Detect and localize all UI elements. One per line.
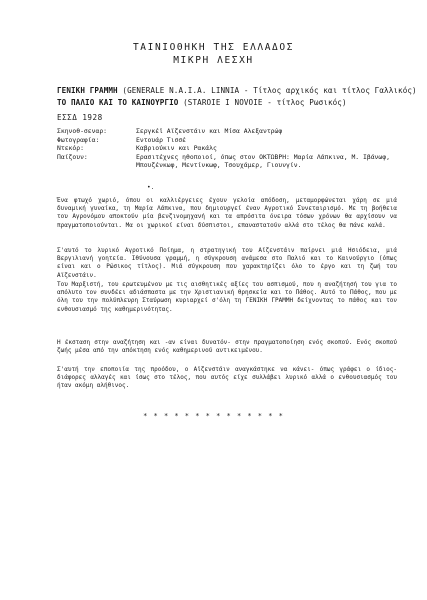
film-title-alt: (GENERALE N.A.I.A. LINNIA - Τίτλος αρχικός και τίτλος Γαλλικός) xyxy=(117,86,417,95)
film-subtitle-bold: ΤΟ ΠΑΛΙΟ ΚΑΙ ΤΟ ΚΑΙΝΟΥΡΓΙΟ xyxy=(57,98,179,107)
paragraph: Σ'αυτή την εποποιία της προόδου, ο Αϊζενστάιν αναγκάστηκε να κάνει- όπως γράφει ο ίδιος- διάφορες αλλαγές και ίσως στο τέλος, που αυτός είχε συλλάβει λυρικό αλλά ο ενθουσιασμός του ήταν ακόμη αλήθινος. xyxy=(57,366,397,390)
credit-label: Παίζουν: xyxy=(57,152,88,161)
credit-value: Εντουάρ Τισσέ xyxy=(136,135,187,144)
paragraph: Του Μαρξιστή, του ερωτευμένου με τις αισθητικές αξίες του ασπισμού, που η αναζήτησή του για το απόλυτο τον συνδέει αδιάσπαστα με την Χριστιανική θρησκεία και το Πάθος. Αυτό το Πάθος, που με όλη του την πολύπλευρη Σταύρωση κυριαρχεί σ'όλη τη ΓΕΝΙΚΗ ΓΡΑΜΜΗ δείχνοντας το πάθος και τον ενθουσιασμό της καθημερινότητας. xyxy=(57,281,397,313)
paragraph: Σ'αυτό το λυρικό Αγροτικό Ποίημα, η στρατηγική του Αϊζενστάιν παίρνει μιά Ησιόδεια, μιά Βεργιλιανή γοητεία. Ιθύνουσα γραμμή, η σύγκρουση ανάμεσα στο Παλιό και το Καινούργιο (όπως είναι και ο Ρώσικος τίτλος). Μιά σύγκρουση που χαρακτηρίζει όλο το έργο και τη ζωή του Αϊζενστάιν. xyxy=(57,247,397,279)
credit-label: Φωτογραφία: xyxy=(57,135,100,144)
film-title-greek xyxy=(57,86,417,95)
paragraph: Η έκσταση στην αναζήτηση και -αν είναι δυνατόν- στην πραγματοποίηση ενός σκοπού. Ενός σκοπού ζωής μέσα από την απόκτηση ενός καθημερινού αντικειμένου. xyxy=(57,339,397,355)
credit-value: Καβριούκιν και Ρακάλς xyxy=(136,144,217,153)
paragraph: Ένα φτωχό χωριό, όπου οι καλλιέργειες έχουν γελοία απόδοση, μεταμορφώνεται χάρη σε μιά δυναμική γυναίκα, τη Μαρία Λάπκινα, που δημιουργεί έναν Αγροτικό Συνεταιρισμό. Με τη βοήθεια του Αγρονόμου αποκτούν μία βενζινομηχανή και τα απρόσιτα όνειρα τόσων χρόνων θα αρχίσουν να πραγματοποιούνται. Μα οι χωρικοί είναι δύσπιστοι, επαναστατούν αλλά στο τέλος θα πάνε καλά. xyxy=(57,197,397,229)
credit-value: Ερασιτέχνες ηθοποιοί, όπως στον ΟΚΤΩΒΡΗ: Μαρία Λάπκινα, Μ. Ιβάνωφ, Μπουζένκωφ, Μεντίνκωφ, Τσουχάμερ, Γιουνγίν. xyxy=(136,152,390,170)
credit-row xyxy=(57,136,397,145)
credit-value: Σεργκέϊ Αϊζενστάιν και Μίσα Αλεξαντρώφ xyxy=(136,127,283,135)
credit-row xyxy=(57,127,397,136)
club-name: ΜΙΚΡΗ ΛΕΣΧΗ xyxy=(173,55,254,66)
stray-mark: •. xyxy=(147,184,155,191)
credit-label: Ντεκόρ: xyxy=(57,144,84,153)
film-subtitle xyxy=(57,98,347,107)
credit-row xyxy=(57,153,397,170)
credits-block xyxy=(57,127,397,170)
separator-stars: * * * * * * * * * * * * * * xyxy=(143,412,284,420)
film-subtitle-alt: (STAROIE I NOVOIE - τίτλος Ρωσικός) xyxy=(178,98,347,107)
org-name: ΤΑΙΝΙΟΘΗΚΗ ΤΗΣ ΕΛΛΑΔΟΣ xyxy=(132,42,295,53)
credit-row xyxy=(57,144,397,153)
credit-label: Σκηνοθ-σεναρ: xyxy=(57,127,108,135)
country-year: ΕΣΣΔ 1928 xyxy=(57,113,103,122)
film-title-bold: ΓΕΝΙΚΗ ΓΡΑΜΜΗ xyxy=(57,86,118,95)
